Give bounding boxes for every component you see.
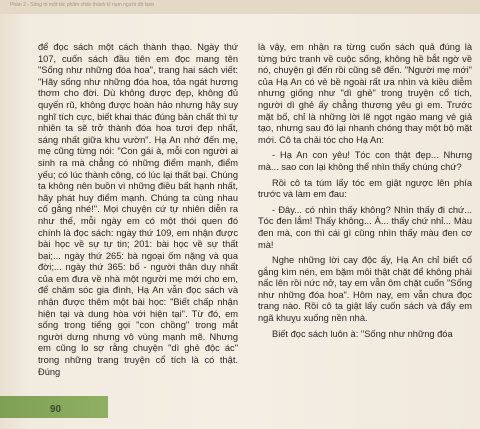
- right-paragraph-5: Nghe những lời cay độc ấy, Hạ An chỉ biết cố gắng kìm nén, em bặm môi thật chặt để không phải nấc lên rồi nức nở, tay em vẫn ôm chặt cuốn "Sống như những đóa hoa". Hôm nay, em vẫn chưa đọc trang nào. Rồi cô ta giật lấy cuốn sách và đẩy em ngã khuỵu xuống nền nhà.: [258, 255, 472, 324]
- left-column: [38, 42, 238, 378]
- page-number: 90: [50, 404, 62, 415]
- right-paragraph-4: - Đây... có nhìn thấy không? Nhìn thấy đi chứ... Tóc đen lắm! Thấy không... À... thấy chứ nhỉ... Màu đen mà, con thì cái gì cũng nhìn thấy màu đen cơ mà!: [258, 204, 472, 250]
- right-paragraph-3: Rồi cô ta túm lấy tóc em giật ngược lên phía trước và làm em đau:: [258, 177, 472, 200]
- right-column: [258, 42, 472, 340]
- right-paragraph-6: Biết đọc sách luôn à: "Sống như những đóa: [272, 328, 453, 339]
- running-header: Phần 2 - Sống tri một tác phẩm chấn thành kì nam người độ lạnh: [10, 2, 155, 8]
- left-paragraph-1: để đọc sách một cách thành thạo. Ngày thứ 107, cuốn sách đầu tiên em đọc mang tên "Sống như những đóa hoa", trang hai sách viết: "Hãy sống như những đóa hoa, tỏa ngát hương thơm cho đời. Dù không được đẹp, không đủ quyến rũ, không được hoàn hảo nhưng hãy suy nghĩ tích cực, biết khai thác đúng bản chất thì tự nhiên ta sẽ trở thành đóa hoa tươi đẹp nhất, sáng nhất giữa khu vườn". Hạ An nhớ đến mẹ, mẹ cũng từng nói: "Con gái à, mỗi con người ai sinh ra mà chẳng có những điểm mạnh, điểm yếu; có lúc thành công, có lúc lại thất bại. Chúng ta không nên buồn vì những điều bất hạnh nhất, hãy phát huy điểm mạnh. Chúng ta cùng nhau cố gắng nhé!". Mọi chuyện cứ tự nhiên diễn ra như thế, mỗi ngày em có một thói quen đó chính là đọc sách: ngày thứ 109, em nhận được bài học về sự tự tin; 201: bài học về sự thất bại;... ngày thứ 265: bà ngoại ốm nặng và qua đời;... ngày thứ 365: bố - người thân duy nhất của em đưa về nhà một người mẹ mới cho em, để chăm sóc gia đình, Hạ An vẫn đọc sách và nhận được thêm một bài học: "Biết chấp nhận hiện tại và dung hòa với hiện tại". Từ đó, em sống trong tiếng gọi "con chồng" trong mắt người dưng nhưng vô vùng mạnh mẽ. Nhưng em cũng lo sợ rằng chuyện "dì ghẻ độc ác" trong những trang truyện cổ tích là có thật. Đúng: [38, 42, 239, 377]
- right-paragraph-2: - Hạ An con yêu! Tóc con thật đẹp... Nhưng mà... sao con lại không thể nhìn thấy chúng chứ?: [258, 150, 472, 172]
- right-paragraph-1: là vậy, em nhận ra từng cuốn sách quả đúng là từng bức tranh về cuộc sống, không hề bắt ngờ về nó, chuyện gì đến rồi cũng sẽ đến. "Người mẹ mới" của Hạ An có vẻ bề ngoài rất ưa nhìn và kiều diễm nhưng giống như "dì ghẻ" trong truyện cổ tích, người dì ghẻ ấy chẳng thương yêu gì em. Trước mặt bố, chỉ là những lời lẽ ngọt ngào mang vẻ giả tạo, nhưng sau đó lại nhanh chóng thay một bộ mặt mới. Cô ta chải tóc cho Hạ An:: [258, 42, 472, 145]
